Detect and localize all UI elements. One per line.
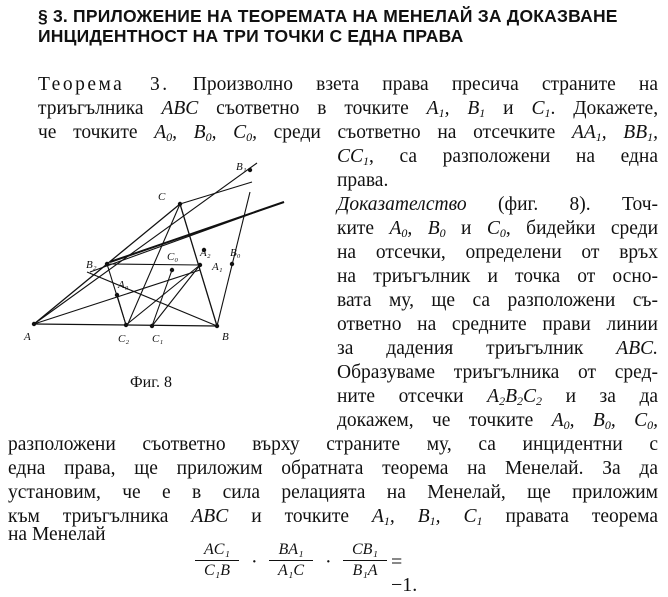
proof-line-3: на отсечки, определени от връх bbox=[337, 242, 658, 263]
dot-1: · bbox=[251, 551, 258, 573]
dot-2: · bbox=[325, 551, 332, 573]
line-c2-a0 bbox=[117, 295, 126, 325]
text: . Докажете, bbox=[550, 98, 659, 119]
label-B2: B₂ bbox=[86, 259, 97, 271]
theorem-text-1: Произволно взета права пресича страните на bbox=[192, 74, 659, 95]
text: към триъгълника bbox=[8, 506, 169, 527]
fraction-2 bbox=[269, 540, 313, 581]
label-C2: C₂ bbox=[118, 333, 130, 345]
theorem-line-2: триъгълника ABC съответно в точките $A_1$, $B_1$ и $C_1$. Докажете, bbox=[38, 98, 659, 120]
text: , са разположени на една bbox=[369, 146, 658, 167]
fraction-2-denominator: A₁C bbox=[277, 562, 304, 579]
proof-line-6: ответно на средните прави линии bbox=[337, 314, 658, 335]
label-B1: B₁ bbox=[236, 161, 247, 173]
medial-a2b2 bbox=[107, 264, 200, 265]
math-b1: $B_1$, bbox=[417, 506, 441, 528]
theorem-line-1 bbox=[38, 74, 658, 96]
math-b0: $B_0$, bbox=[592, 410, 616, 432]
proof-line-4: на триъгълник и точка от осно- bbox=[337, 266, 658, 287]
math-c0: $C_0$, bbox=[634, 410, 659, 432]
text: и за да bbox=[565, 386, 659, 407]
theorem-line-3 bbox=[38, 122, 658, 144]
proof-line-10 bbox=[337, 410, 658, 432]
text: (фиг. 8). Точ- bbox=[497, 194, 658, 215]
math-a1: $A_1$, bbox=[426, 98, 450, 120]
math-c0: $C_0$ bbox=[486, 218, 506, 240]
label-C1: C₁ bbox=[152, 333, 164, 345]
label-B: B bbox=[222, 331, 229, 343]
text: правата теорема bbox=[505, 506, 659, 527]
math-c0: $C_0$, bbox=[233, 122, 257, 144]
math-abc: ABC bbox=[161, 98, 199, 119]
proof-line-11: разположени съответно върху страните му, са инцидентни с bbox=[8, 434, 658, 455]
proof-line-7 bbox=[337, 338, 658, 360]
line-c-b1 bbox=[180, 182, 252, 204]
fraction-3 bbox=[343, 540, 387, 581]
text: и точките bbox=[251, 506, 350, 527]
proof-line-12: една права, ще приложим обратната теорема на Менелай. За да bbox=[8, 458, 658, 479]
math-b1: $B_1$ bbox=[467, 98, 486, 120]
label-C0: C₀ bbox=[167, 251, 179, 263]
math-a0: $A_0$, bbox=[389, 218, 413, 240]
proof-line-9 bbox=[337, 386, 658, 408]
math-a0: $A_0$, bbox=[551, 410, 575, 432]
figure-lines bbox=[34, 163, 284, 326]
proof-line-2: ките $A_0$, $B_0$ и $C_0$, бидейки среди bbox=[337, 218, 659, 240]
label-B0: B₀ bbox=[230, 247, 241, 259]
line-c1-c0 bbox=[152, 270, 172, 326]
text: ните отсечки bbox=[337, 386, 464, 407]
math-a0: $A_0$, bbox=[154, 122, 177, 144]
math-aa1: $AA_1$, bbox=[571, 122, 607, 144]
text: докажем, че точките bbox=[337, 410, 534, 431]
math-a2b2c2: $A_2B_2C_2$ bbox=[487, 386, 543, 408]
label-A1: A₁ bbox=[212, 261, 223, 273]
math-bb1: $BB_1$, bbox=[623, 122, 658, 144]
formula-rhs: = −1. bbox=[391, 551, 418, 596]
math-cc1: $CC_1$ bbox=[337, 146, 370, 168]
proof-line-13: установим, че е в сила релацията на Менелай, ще приложим bbox=[8, 482, 658, 503]
text: ките bbox=[337, 218, 375, 239]
proof-line-8: Образуваме триъгълника от сред- bbox=[337, 362, 658, 383]
section-heading-line-2: ИНЦИДЕНТНОСТ НА ТРИ ТОЧКИ С ЕДНА ПРАВА bbox=[38, 26, 464, 46]
cevian-bb1 bbox=[87, 272, 217, 326]
text: , бидейки среди bbox=[505, 218, 659, 239]
figure-caption: Фиг. 8 bbox=[130, 374, 172, 391]
proof-line-1 bbox=[337, 194, 658, 216]
text: че точките bbox=[38, 122, 138, 143]
label-A: A bbox=[24, 331, 31, 343]
math-c1: $C_1$ bbox=[531, 98, 551, 120]
proof-label: Доказателство bbox=[337, 194, 467, 215]
fraction-3-denominator: B₁A bbox=[352, 562, 378, 579]
section-heading-line-1: § 3. ПРИЛОЖЕНИЕ НА ТЕОРЕМАТА НА МЕНЕЛАЙ ЗА ДОКАЗВАНЕ bbox=[38, 6, 618, 26]
fraction-2-numerator: BA₁ bbox=[269, 540, 313, 561]
figure-8-diagram bbox=[22, 160, 290, 375]
text: съответно в точките bbox=[216, 98, 409, 119]
math-a1: $A_1$, bbox=[371, 506, 395, 528]
proof-line-15: на Менелай bbox=[8, 524, 106, 545]
theorem-line-4 bbox=[337, 146, 658, 168]
line-c1-a2 bbox=[152, 265, 200, 326]
line-a2-b0 bbox=[90, 202, 284, 272]
math-c1: $C_1$ bbox=[463, 506, 483, 528]
theorem-label: Теорема 3. bbox=[38, 74, 170, 95]
label-A0: A₀ bbox=[118, 279, 129, 291]
label-A2: A₂ bbox=[200, 247, 211, 259]
text: триъгълника bbox=[38, 98, 144, 119]
text: среди съответно на отсечките bbox=[273, 122, 556, 143]
math-b0: $B_0$ bbox=[427, 218, 446, 240]
math-abc: ABC. bbox=[616, 338, 659, 359]
math-b0: $B_0$, bbox=[193, 122, 217, 144]
fraction-1 bbox=[195, 540, 239, 581]
label-C: C bbox=[158, 191, 166, 203]
text: за дадения триъгълник bbox=[337, 338, 584, 359]
line-b-b1 bbox=[217, 192, 250, 326]
theorem-line-5: права. bbox=[337, 170, 389, 191]
fraction-1-numerator: AC₁ bbox=[195, 540, 239, 561]
fraction-3-numerator: CB₁ bbox=[343, 540, 387, 561]
proof-line-5: вата му, ще са разположени съ- bbox=[337, 290, 658, 311]
math-abc: ABC bbox=[191, 506, 229, 527]
fraction-1-denominator: C₁B bbox=[203, 562, 230, 579]
